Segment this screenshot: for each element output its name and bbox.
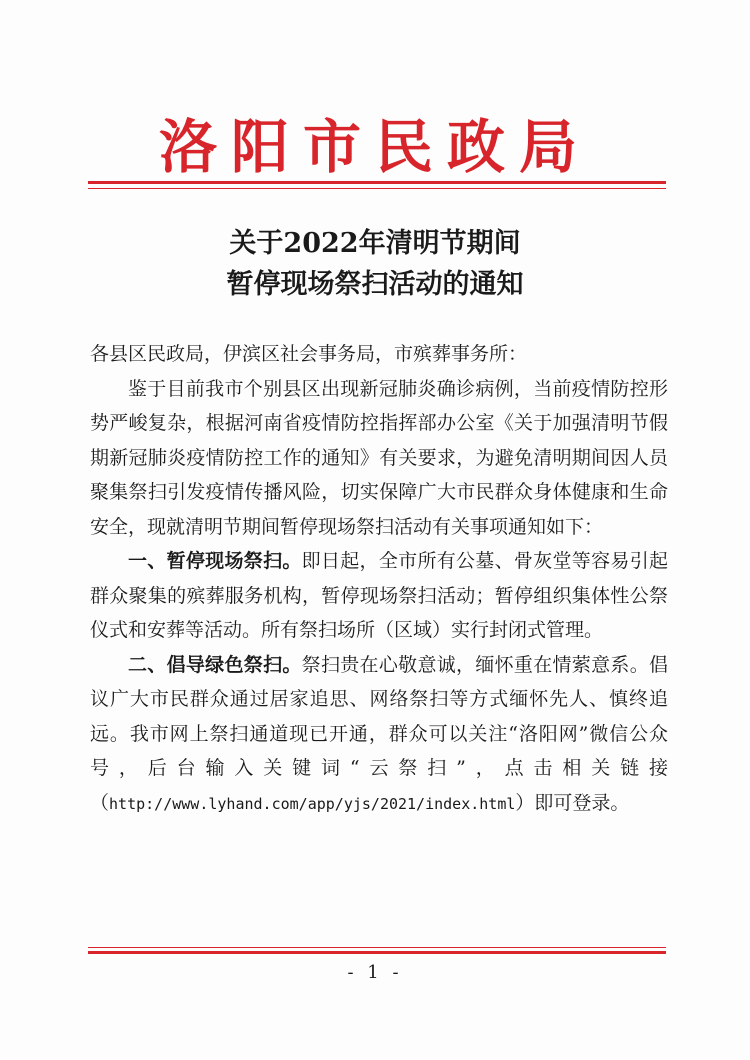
footer-divider-thin bbox=[88, 947, 666, 948]
section-2-heading: 二、倡导绿色祭扫。 bbox=[128, 653, 302, 676]
masthead-divider-thin bbox=[88, 188, 666, 189]
document-title-line-1: 关于2022年清明节期间 bbox=[229, 228, 521, 259]
section-2-text-end: ）即可登录。 bbox=[515, 791, 630, 814]
masthead-agency-name: 洛阳市民政局 bbox=[158, 113, 591, 181]
section-1-heading: 一、暂停现场祭扫。 bbox=[128, 550, 302, 572]
document-body bbox=[90, 337, 668, 821]
document-title-line-2: 暂停现场祭扫活动的通知 bbox=[226, 269, 524, 300]
salutation: 各县区民政局，伊滨区社会事务局，市殡葬事务所： bbox=[90, 343, 528, 365]
page-number: - 1 - bbox=[347, 962, 403, 983]
section-2-url: http://www.lyhand.com/app/yjs/2021/index.html bbox=[109, 794, 516, 813]
footer-divider-thick bbox=[88, 951, 666, 954]
section-1-text: 即日起，全市所有公墓、骨灰堂等容易引起群众聚集的殡葬服务机构，暂停现场祭扫活动；暂停组织集体性公祭仪式和安葬等活动。所有祭扫场所（区域）实行封闭式管理。 bbox=[90, 550, 668, 641]
section-1-paragraph bbox=[90, 544, 668, 648]
section-2-text: 祭扫贵在心敬意诚，缅怀重在情萦意系。倡议广大市民群众通过居家追思、网络祭扫等方式缅怀先人、慎终追远。我市网上祭扫通道现已开通，群众可以关注“洛阳网”微信公众号，后台输入关键词“云祭扫”，点击相关链接（ bbox=[90, 653, 668, 814]
section-2-paragraph bbox=[90, 648, 668, 822]
masthead-divider-thick bbox=[88, 181, 666, 184]
intro-paragraph: 鉴于目前我市个别县区出现新冠肺炎确诊病例，当前疫情防控形势严峻复杂，根据河南省疫情防控指挥部办公室《关于加强清明节假期新冠肺炎疫情防控工作的通知》有关要求，为避免清明期间因人员聚集祭扫引发疫情传播风险，切实保障广大市民群众身体健康和生命安全，现就清明节期间暂停现场祭扫活动有关事项通知如下： bbox=[90, 377, 668, 538]
